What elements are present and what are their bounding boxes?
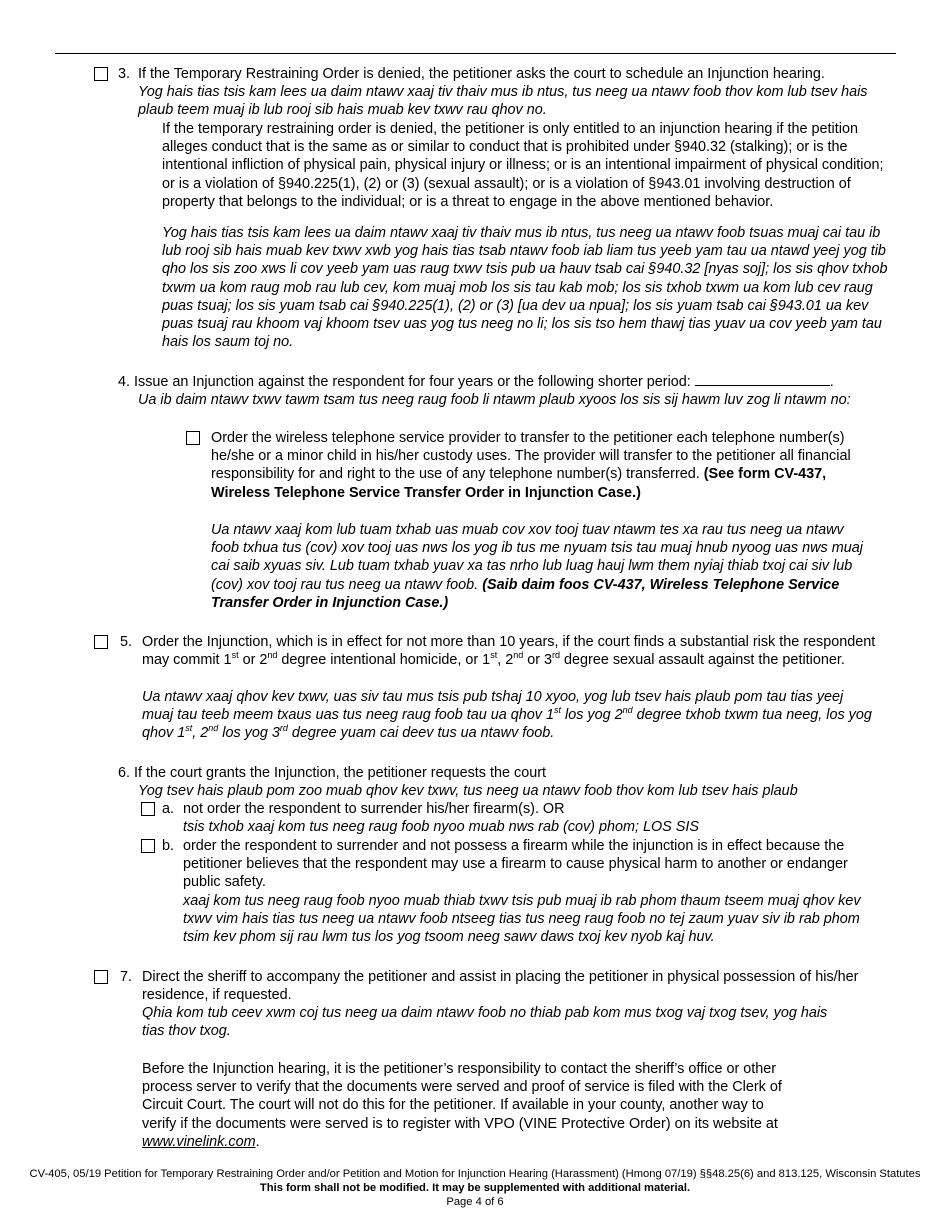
item3-checkbox[interactable] xyxy=(94,67,108,81)
item3-note-hmong: Yog hais tias tsis kam lees ua daim ntawv xaaj tiv thaiv mus ib ntus, tus neeg ua ntawv foob tsuas muaj cai tau ib lub rooj sib hais muab kev txwv xwb yog hais tias tsab ntawv foob iab liam tus yeeb yam tau ua ntawd yeej yog tib qho los sis zoo xws li cov yeeb yam uas raug txwv tsis pub ua hauv tsab cai §940.32 [nyas soj]; los sis qhov txhob txwm ua kom raug mob rau lub cev, kom muaj mob los sis tau kab mob; los sis txhob txwm ua kom lub cev raug puas tsuaj; los sis yuam tsab cai §940.225(1), (2) or (3) [ua dev ua npua]; los sis yuam tsab cai §943.01 ua kev puas tsuaj rau khoom vaj khoom tsev uas yog tus neeg no li; los sis tso hem thawj tias yuav ua cov yeeb yam tau hais los saum toj no. xyxy=(162,225,888,351)
item7-checkbox[interactable] xyxy=(94,970,108,984)
item7-text: Direct the sheriff to accompany the petitioner and assist in placing the petitioner in physical possession of his/her residence, if requested. xyxy=(142,969,859,1004)
item6a-label: a. xyxy=(162,801,175,817)
item6b-label: b. xyxy=(162,838,175,854)
item6a-hmong: tsis txhob xaaj kom tus neeg raug foob nyoo muab nws rab (cov) phom; LOS SIS xyxy=(183,819,699,835)
item7-hmong: Qhia kom tub ceev xwm coj tus neeg ua daim ntawv foob no thiab pab kom mus txog vaj txog tsev, yog hais tias thov txog. xyxy=(142,1005,828,1040)
item5-hmong: Ua ntawv xaaj qhov kev txwv, uas siv tau mus tsis pub tshaj 10 xyoo, yog lub tsev hais plaub pom tau tias yeej muaj tau teeb meem txaus uas tus neeg raug foob tau ua qhov 1st los yog 2nd degree txhob txwm tua neeg, los yog qhov 1st, 2nd los yog 3rd degree yuam cai deev tus ua ntawv foob. xyxy=(142,689,872,742)
page-number: Page 4 of 6 xyxy=(446,1196,504,1208)
top-rule xyxy=(55,53,896,54)
item3-number: 3. xyxy=(118,66,131,82)
shorter-period-field[interactable] xyxy=(695,373,830,386)
item6b-text: order the respondent to surrender and not possess a firearm while the injunction is in effect because the petitioner believes that the respondent may use a firearm to cause physical harm to another or endanger public safety. xyxy=(183,838,848,891)
service-verification-notice: Before the Injunction hearing, it is the petitioner’s responsibility to contact the sheriff’s office or other process server to verify that the documents were served and proof of service is filed with the Clerk of Circuit Court. The court will not do this for the petitioner. If available in your county, another way to verify if the documents were served is to register with VPO (VINE Protective Order) on its website at www.vinelink.com. xyxy=(142,1061,782,1150)
item6-hmong: Yog tsev hais plaub pom zoo muab qhov kev txwv, tus neeg ua ntawv foob thov kom lub tsev hais plaub xyxy=(138,783,798,799)
item6b-checkbox[interactable] xyxy=(141,839,155,853)
item3-note: If the temporary restraining order is denied, the petitioner is only entitled to an injunction hearing if the petition alleges conduct that is the same as or similar to conduct that is prohibited under §940.32 (stalking); or is the intentional infliction of physical pain, physical injury or illness; or is an intentional impairment of physical condition; or is a violation of §940.225(1), (2) or (3) (sexual assault); or is a violation of §943.01 involving destruction of property that belongs to the individual; or is a threat to engage in the above mentioned behavior. xyxy=(162,121,884,210)
item4-number: 4. xyxy=(118,374,131,390)
item3-text: If the Temporary Restraining Order is denied, the petitioner asks the court to schedule an Injunction hearing. xyxy=(138,66,825,82)
item4-hmong: Ua ib daim ntawv txwv tawm tsam tus neeg raug foob li ntawm plaub xyoos los sis sij hawm luv zog li ntawm no: xyxy=(138,392,851,408)
item4-text: 4. Issue an Injunction against the respondent for four years or the following shorter period: . xyxy=(118,374,834,390)
item5-number: 5. xyxy=(120,634,133,650)
item4-phone-transfer-text: Order the wireless telephone service provider to transfer to the petitioner each telephone number(s) he/she or a minor child in his/her custody uses. The provider will transfer to the petitioner all financial responsibility for and right to the use of any telephone number(s) transferred. (See form CV-437, Wireless Telephone Service Transfer Order in Injunction Case.) xyxy=(211,430,851,501)
footer-notice: This form shall not be modified. It may be supplemented with additional material. xyxy=(259,1182,691,1194)
item6-text: 6. If the court grants the Injunction, the petitioner requests the court xyxy=(118,765,546,781)
footer-form-line: CV-405, 05/19 Petition for Temporary Restraining Order and/or Petition and Motion for Injunction Hearing (Harassment) (Hmong 07/19) §§48.25(6) and 813.125, Wisconsin Statutes xyxy=(29,1168,921,1180)
item6a-text: not order the respondent to surrender his/her firearm(s). OR xyxy=(183,801,565,817)
item5-text: Order the Injunction, which is in effect for not more than 10 years, if the court finds a substantial risk the respondent may commit 1st or 2nd degree intentional homicide, or 1st, 2nd or 3rd degree sexual assault against the petitioner. xyxy=(142,634,876,669)
item7-number: 7. xyxy=(120,969,133,985)
vinelink-link[interactable]: www.vinelink.com xyxy=(142,1133,256,1150)
item5-checkbox[interactable] xyxy=(94,635,108,649)
item6b-hmong: xaaj kom tus neeg raug foob nyoo muab thiab txwv tsis pub muaj ib rab phom thaum tseem muaj qhov kev txwv vim hais tias tus neeg ua ntawv foob ntseeg tias tus neeg raug foob no tej zaum yuav siv ib rab phom tsim kev phom sij rau lwm tus los yog tsoom neeg sawv daws txoj kev nyob kaj huv. xyxy=(183,893,861,946)
item4-phone-transfer-checkbox[interactable] xyxy=(186,431,200,445)
item3-hmong: Yog hais tias tsis kam lees ua daim ntawv xaaj tiv thaiv mus ib ntus, tus neeg ua ntawv foob thov kom lub tsev hais plaub teem muaj ib lub rooj sib hais muab kev txwv rau qhov no. xyxy=(138,84,868,119)
item6-number: 6. xyxy=(118,765,131,781)
item4-phone-transfer-hmong: Ua ntawv xaaj kom lub tuam txhab uas muab cov xov tooj tuav ntawm tes xa rau tus neeg ua ntawv foob txhua tus (cov) xov tooj uas nws los yog ib tus me nyuam tsis tau muaj hnub nyoog uas nws muaj cai saib xyuas siv. Lub tuam txhab yuav xa tas nrho lub luag hauj lwm them nyiaj thiab txoj cai siv lub (cov) xov tooj rau tus neeg ua ntawv foob. (Saib daim foos CV-437, Wireless Telephone Service Transfer Order in Injunction Case.) xyxy=(211,522,863,611)
item6a-checkbox[interactable] xyxy=(141,802,155,816)
